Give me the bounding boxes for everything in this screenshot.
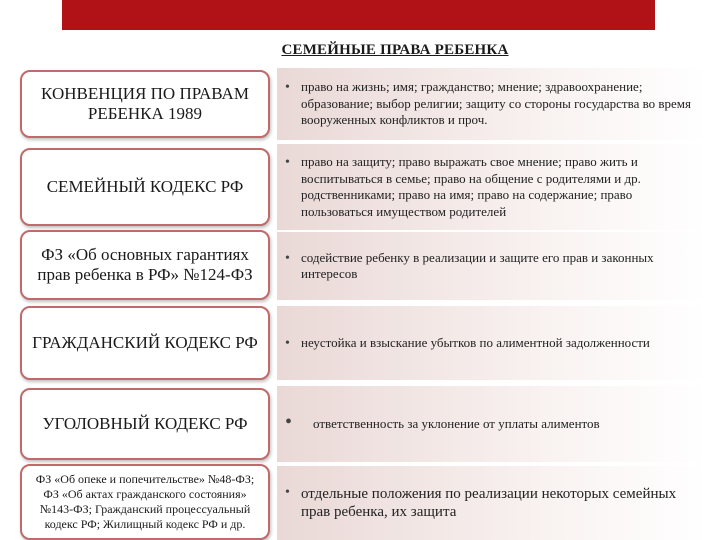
rights-row-3 bbox=[277, 232, 707, 300]
law-box-convention bbox=[20, 70, 270, 138]
slide-title: СЕМЕЙНЫЕ ПРАВА РЕБЕНКА bbox=[281, 42, 509, 58]
law-box-family-code bbox=[20, 148, 270, 226]
rights-text-4: • неустойка и взыскание убытков по алиментной задолженности bbox=[277, 335, 662, 352]
rights-row-2 bbox=[277, 144, 707, 230]
rights-text-3: • содействие ребенку в реализации и защите его прав и законных интересов bbox=[277, 250, 707, 283]
law-box-criminal-code bbox=[20, 388, 270, 460]
rights-text-1: • право на жизнь; имя; гражданство; мнение; здравоохранение; образование; выбор религии; защиту со стороны государства во время вооруженных конфликтов и проч. bbox=[277, 79, 707, 129]
law-label-5: УГОЛОВНЫЙ КОДЕКС РФ bbox=[42, 413, 248, 433]
rights-text-5: • ответственность за уклонение от уплаты алиментов bbox=[277, 416, 612, 433]
law-label-1: КОНВЕНЦИЯ ПО ПРАВАМ РЕБЕНКА 1989 bbox=[41, 83, 249, 123]
rights-text-2: • право на защиту; право выражать свое мнение; право жить и воспитываться в семье; право на общение с родителями и др. родственниками; право на имя; право на содержание; право пользоваться имуществом родителей bbox=[277, 154, 707, 220]
rights-row-6 bbox=[277, 466, 707, 540]
law-label-4: ГРАЖДАНСКИЙ КОДЕКС РФ bbox=[32, 332, 258, 352]
law-label-2: СЕМЕЙНЫЙ КОДЕКС РФ bbox=[46, 176, 244, 196]
law-label-3: ФЗ «Об основных гарантиях прав ребенка в РФ» №124-ФЗ bbox=[37, 244, 253, 284]
rights-row-5 bbox=[277, 386, 707, 462]
rights-text-6: • отдельные положения по реализации некоторых семейных прав ребенка, их защита bbox=[277, 485, 707, 521]
rights-row-1 bbox=[277, 68, 707, 140]
law-box-guarantees-act bbox=[20, 230, 270, 300]
header-accent-bar bbox=[62, 0, 655, 30]
law-box-other-acts bbox=[20, 464, 270, 540]
law-label-6: ФЗ «Об опеке и попечительстве» №48-ФЗ; ФЗ «Об актах гражданского состояния» №143-ФЗ; Гражданский процессуальный кодекс РФ; Жилищный кодекс РФ и др. bbox=[35, 472, 255, 531]
law-box-civil-code bbox=[20, 306, 270, 380]
rights-row-4 bbox=[277, 306, 707, 380]
